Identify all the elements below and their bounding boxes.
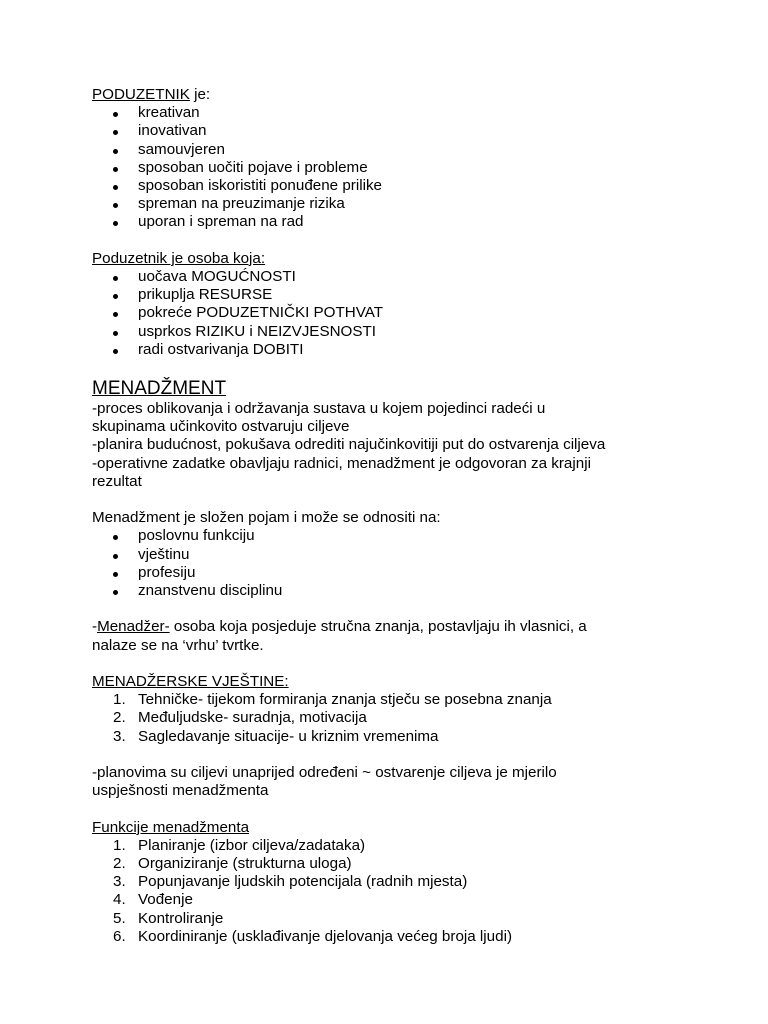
bullet-icon (113, 554, 118, 559)
document-page (92, 86, 712, 946)
bullet-icon (113, 312, 118, 317)
bullet-icon (113, 167, 118, 172)
list-item: prikuplja RESURSE (92, 286, 712, 304)
menadzment-line: -operativne zadatke obavljaju radnici, menadžment je odgovoran za krajnji (92, 454, 591, 472)
menadzment-heading: MENADŽMENT (92, 378, 227, 400)
bullet-icon (113, 294, 118, 299)
poduzetnik-osoba-heading: Poduzetnik je osoba koja: (92, 249, 266, 267)
bullet-icon (113, 572, 118, 577)
list-item: 3. Popunjavanje ljudskih potencijala (radnih mjesta) (113, 873, 468, 891)
list-item: 5. Kontroliranje (113, 909, 224, 927)
list-item: spreman na preuzimanje rizika (92, 195, 712, 213)
list-item: profesiju (92, 564, 712, 582)
spacer (92, 232, 712, 250)
bullet-icon (113, 130, 118, 135)
menadzment-pojam-intro: Menadžment je složen pojam i može se odnositi na: (92, 509, 441, 527)
menadzerske-vjestine-list (92, 691, 712, 746)
list-item: 2. Organiziranje (strukturna uloga) (113, 855, 352, 873)
list-item: 1. Planiranje (izbor ciljeva/zadataka) (113, 836, 366, 854)
list-item: usprkos RIZIKU i NEIZVJESNOSTI (92, 323, 712, 341)
poduzetnik-osoba-list (92, 268, 712, 359)
list-item: 2. Međuljudske- suradnja, motivacija (113, 709, 367, 727)
menadzer-definition: -Menadžer- osoba koja posjeduje stručna znanja, postavljaju ih vlasnici, a (92, 618, 587, 636)
spacer (92, 746, 712, 764)
list-item: samouvjeren (92, 141, 712, 159)
list-item: inovativan (92, 122, 712, 140)
list-item: 1. Tehničke- tijekom formiranja znanja stječu se posebna znanja (113, 691, 552, 709)
bullet-icon (113, 112, 118, 117)
spacer (92, 800, 712, 818)
menadzment-line: -proces oblikovanja i održavanja sustava u kojem pojedinci radeći u (92, 400, 546, 418)
bullet-icon (113, 185, 118, 190)
bullet-icon (113, 590, 118, 595)
ciljevi-line: -planovima su ciljevi unaprijed određeni ~ ostvarenje ciljeva je mjerilo (92, 764, 557, 782)
list-item: znanstvenu disciplinu (92, 582, 712, 600)
menadzerske-vjestine-heading: MENADŽERSKE VJEŠTINE: (92, 673, 289, 691)
bullet-icon (113, 535, 118, 540)
list-item: sposoban iskoristiti ponuđene prilike (92, 177, 712, 195)
menadzer-definition-line2: nalaze se na ‘vrhu’ tvrtke. (92, 636, 264, 654)
menadzment-line: skupinama učinkovito ostvaruju ciljeve (92, 418, 350, 436)
poduzetnik-title-suffix: je: (189, 86, 211, 103)
menadzer-term: Menadžer- (97, 618, 170, 636)
menadzment-pojam-list (92, 527, 712, 600)
menadzment-line: -planira budućnost, pokušava odrediti najučinkovitiji put do ostvarenja ciljeva (92, 436, 606, 454)
list-item: uporan i spreman na rad (92, 213, 712, 231)
list-item: 4. Vođenje (113, 891, 193, 909)
bullet-icon (113, 149, 118, 154)
bullet-icon (113, 349, 118, 354)
list-item: uočava MOGUĆNOSTI (92, 268, 712, 286)
menadzment-line: rezultat (92, 472, 142, 490)
bullet-icon (113, 331, 118, 336)
spacer (92, 600, 712, 618)
poduzetnik-traits-list (92, 104, 712, 231)
bullet-icon (113, 221, 118, 226)
spacer (92, 491, 712, 509)
poduzetnik-title: PODUZETNIK (92, 86, 190, 103)
spacer (92, 655, 712, 673)
bullet-icon (113, 276, 118, 281)
bullet-icon (113, 203, 118, 208)
funkcije-menadzmenta-list (92, 837, 712, 946)
list-item: kreativan (92, 104, 712, 122)
list-item: pokreće PODUZETNIČKI POTHVAT (92, 304, 712, 322)
list-item: vještinu (92, 546, 712, 564)
funkcije-menadzmenta-heading: Funkcije menadžmenta (92, 818, 250, 836)
poduzetnik-heading (92, 86, 712, 104)
spacer (92, 359, 712, 373)
list-item: 3. Sagledavanje situacije- u kriznim vremenima (113, 727, 439, 745)
list-item: radi ostvarivanja DOBITI (92, 341, 712, 359)
ciljevi-line: uspješnosti menadžmenta (92, 782, 269, 800)
list-item: 6. Koordiniranje (usklađivanje djelovanja većeg broja ljudi) (113, 927, 512, 945)
list-item: poslovnu funkciju (92, 527, 712, 545)
list-item: sposoban uočiti pojave i probleme (92, 159, 712, 177)
